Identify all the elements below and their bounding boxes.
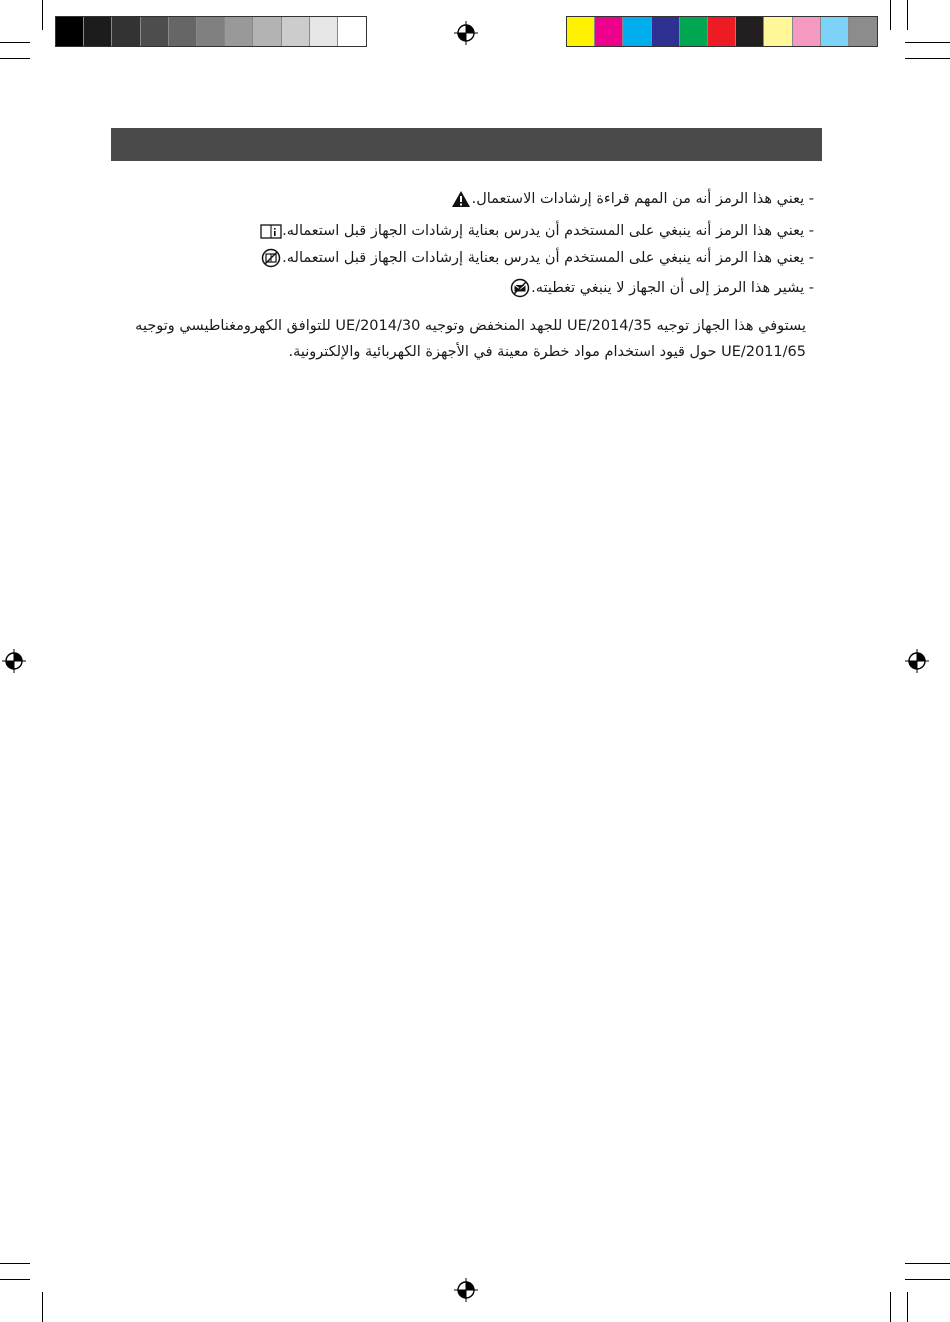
calibration-swatch	[793, 17, 821, 46]
calibration-swatch	[56, 17, 84, 46]
calibration-swatch	[112, 17, 140, 46]
symbol-line-warning	[444, 187, 814, 211]
calibration-swatch	[567, 17, 595, 46]
gray-calibration-bar	[55, 16, 367, 47]
calibration-swatch	[84, 17, 112, 46]
crop-mark	[907, 0, 908, 30]
symbol-description: - يشير هذا الرمز إلى أن الجهاز لا ينبغي تغطيته.	[531, 280, 814, 296]
calibration-swatch	[338, 17, 366, 46]
symbol-line-instructions	[254, 246, 814, 270]
compliance-statement	[106, 313, 806, 365]
symbol-description: - يعني هذا الرمز أنه من المهم قراءة إرشادات الاستعمال.	[471, 191, 814, 207]
crop-mark	[0, 1279, 30, 1280]
compliance-line-1: يستوفي هذا الجهاز توجيه UE/2014/35 للجهد المنخفض وتوجيه UE/2014/30 للتوافق الكهرومغناطيسي وتوجيه	[135, 318, 806, 334]
registration-mark-icon	[905, 649, 929, 673]
calibration-swatch	[736, 17, 764, 46]
calibration-swatch	[849, 17, 877, 46]
read-manual-book-icon	[260, 220, 282, 242]
symbol-description: - يعني هذا الرمز أنه ينبغي على المستخدم أن يدرس بعناية إرشادات الجهاز قبل استعماله.	[282, 250, 814, 266]
crop-mark	[0, 58, 30, 59]
registration-mark-icon	[454, 1278, 478, 1302]
crop-mark	[905, 1263, 950, 1264]
calibration-swatch	[141, 17, 169, 46]
read-instructions-circle-icon	[260, 247, 282, 269]
symbol-description: - يعني هذا الرمز أنه ينبغي على المستخدم أن يدرس بعناية إرشادات الجهاز قبل استعماله.	[282, 223, 814, 239]
calibration-swatch	[623, 17, 651, 46]
color-calibration-bar	[566, 16, 878, 47]
calibration-swatch	[652, 17, 680, 46]
do-not-cover-icon	[509, 277, 531, 299]
crop-mark	[42, 0, 43, 30]
calibration-swatch	[595, 17, 623, 46]
crop-mark	[905, 42, 950, 43]
calibration-swatch	[680, 17, 708, 46]
crop-mark	[907, 1292, 908, 1322]
calibration-swatch	[821, 17, 849, 46]
calibration-swatch	[310, 17, 338, 46]
calibration-swatch	[225, 17, 253, 46]
calibration-swatch	[253, 17, 281, 46]
crop-mark	[0, 1263, 30, 1264]
crop-mark	[890, 0, 891, 30]
calibration-swatch	[708, 17, 736, 46]
section-header-bar	[111, 128, 822, 161]
calibration-swatch	[197, 17, 225, 46]
crop-mark	[42, 1292, 43, 1322]
crop-mark	[0, 42, 30, 43]
crop-mark	[890, 1292, 891, 1322]
crop-mark	[905, 1279, 950, 1280]
registration-mark-icon	[2, 649, 26, 673]
crop-mark	[905, 58, 950, 59]
compliance-line-2: UE/2011/65 حول قيود استخدام مواد خطرة معينة في الأجهزة الكهربائية والإلكترونية.	[288, 344, 806, 360]
symbol-line-manual	[254, 219, 814, 243]
calibration-swatch	[764, 17, 792, 46]
calibration-swatch	[169, 17, 197, 46]
warning-triangle-icon	[450, 188, 472, 210]
registration-mark-icon	[454, 21, 478, 45]
symbol-line-do-not-cover	[503, 276, 814, 300]
calibration-swatch	[282, 17, 310, 46]
